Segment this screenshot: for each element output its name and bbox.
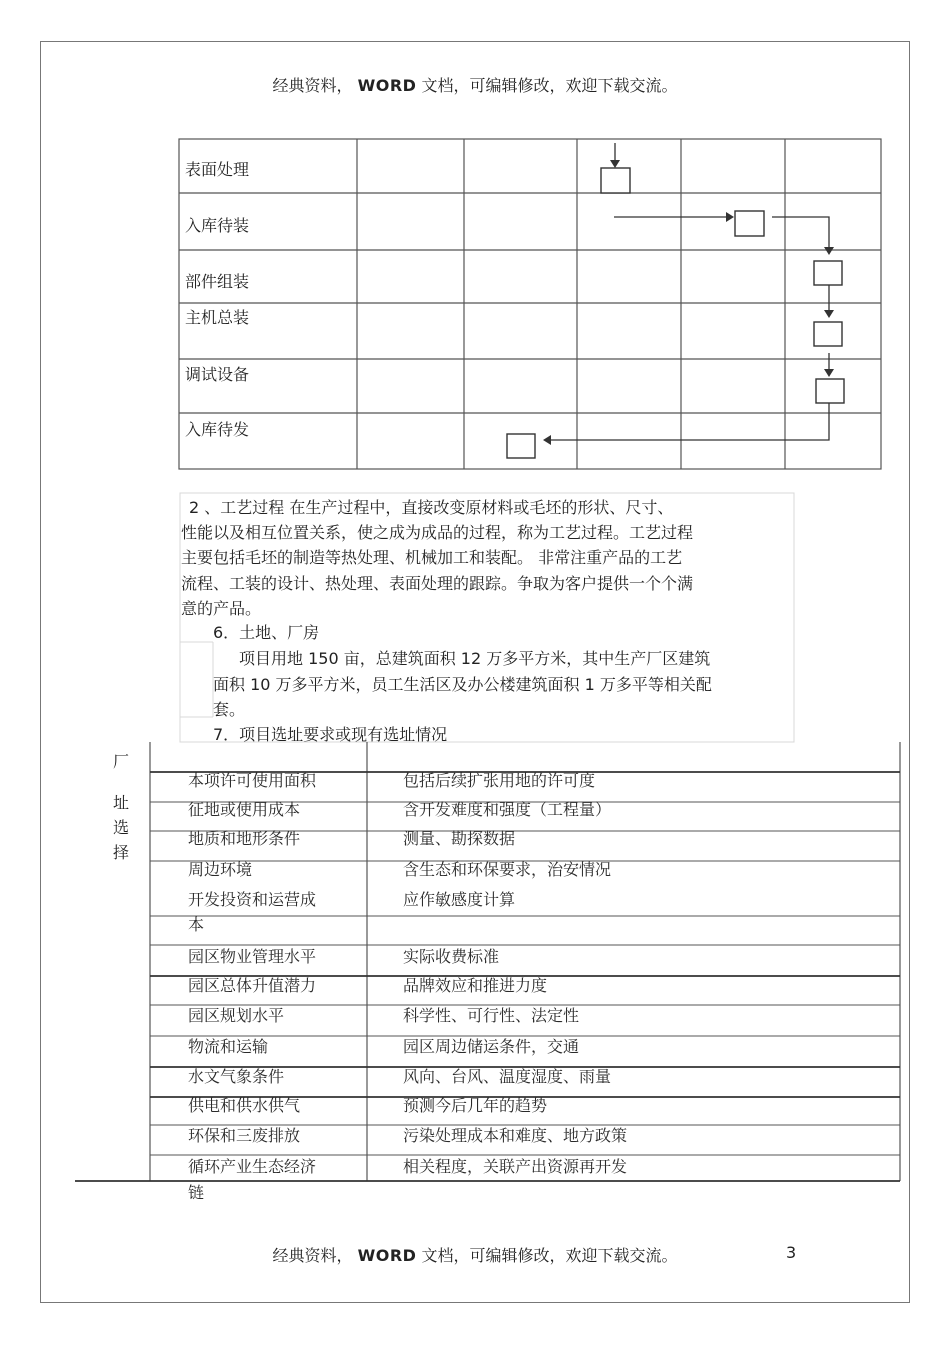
footer-text-tail: 文档，可编辑修改，欢迎下载交流。	[421, 1246, 678, 1265]
site-note: 含生态和环保要求，治安情况	[403, 860, 612, 879]
flow-table-border	[179, 139, 881, 469]
site-side-label: 厂	[113, 752, 130, 771]
arrowhead-left	[543, 435, 551, 445]
header-text-tail: 文档，可编辑修改，欢迎下载交流。	[421, 76, 678, 95]
site-factor: 地质和地形条件	[188, 829, 301, 848]
process-box-5	[816, 379, 844, 403]
section-2-line: 主要包括毛坯的制造等热处理、机械加工和装配。 非常注重产品的工艺	[181, 548, 683, 567]
arrowhead-down	[610, 160, 620, 168]
site-factor: 水文气象条件	[188, 1067, 285, 1086]
process-box-2	[735, 211, 764, 236]
site-note: 含开发难度和强度（工程量）	[403, 800, 612, 819]
section-2-line: 意的产品。	[181, 599, 262, 618]
process-box-1	[601, 168, 630, 193]
site-note: 污染处理成本和难度、地方政策	[403, 1126, 628, 1145]
flow-row-label: 入库待发	[185, 420, 250, 439]
site-note: 品牌效应和推进力度	[403, 976, 548, 995]
site-factor: 环保和三废排放	[188, 1126, 301, 1145]
arrowhead-down	[824, 310, 834, 318]
site-note: 风向、台风、温度湿度、雨量	[403, 1067, 612, 1086]
site-note: 园区周边储运条件，交通	[403, 1037, 580, 1056]
site-note: 包括后续扩张用地的许可度	[403, 771, 596, 790]
section-2-line: 流程、工装的设计、热处理、表面处理的跟踪。争取为客户提供一个个满	[181, 574, 694, 593]
site-factor: 周边环境	[188, 860, 253, 879]
process-box-6	[507, 434, 535, 458]
site-factor-wrap: 链	[188, 1183, 205, 1202]
site-note: 测量、勘探数据	[403, 829, 516, 848]
page-number: 3	[786, 1243, 797, 1262]
section-6-line: 套。	[213, 700, 246, 719]
section-6-line: 项目用地 150 亩，总建筑面积 12 万多平方米，其中生产厂区建筑	[239, 649, 711, 668]
site-factor: 循环产业生态经济	[188, 1157, 317, 1176]
site-factor: 园区物业管理水平	[188, 947, 317, 966]
section-6-line: 面积 10 万多平方米，员工生活区及办公楼建筑面积 1 万多平等相关配	[213, 675, 712, 694]
process-box-3	[814, 261, 842, 285]
arrowhead-down	[824, 369, 834, 377]
site-note: 科学性、可行性、法定性	[403, 1006, 580, 1025]
site-side-label: 址	[113, 793, 130, 812]
page-footer	[0, 1243, 950, 1266]
footer-text: 经典资料，	[272, 1246, 353, 1265]
site-factor: 征地或使用成本	[188, 800, 301, 819]
flow-row-label: 调试设备	[185, 365, 250, 384]
site-factor: 本项许可使用面积	[188, 771, 317, 790]
flow-row-label: 入库待装	[185, 216, 250, 235]
site-note: 相关程度，关联产出资源再开发	[403, 1157, 628, 1176]
site-factor-wrap: 本	[188, 915, 205, 934]
process-box-4	[814, 322, 842, 346]
section-7-heading: 7．项目选址要求或现有选址情况	[213, 725, 448, 744]
site-factor: 物流和运输	[188, 1037, 269, 1056]
section-2-line: 性能以及相互位置关系，使之成为成品的过程，称为工艺过程。工艺过程	[181, 523, 694, 542]
site-factor: 供电和供水供气	[188, 1096, 301, 1115]
header-bold-text: WORD	[357, 76, 417, 95]
site-side-label: 择	[113, 843, 130, 862]
site-note: 应作敏感度计算	[403, 890, 516, 909]
header-text: 经典资料，	[272, 76, 353, 95]
flow-row-label: 主机总装	[185, 308, 250, 327]
site-side-label: 选	[113, 818, 130, 837]
site-factor: 园区规划水平	[188, 1006, 285, 1025]
site-note: 预测今后几年的趋势	[403, 1096, 548, 1115]
site-factor: 开发投资和运营成	[188, 890, 317, 909]
arrowhead-down	[824, 247, 834, 255]
flow-row-label: 表面处理	[185, 160, 250, 179]
footer-bold-text: WORD	[357, 1246, 417, 1265]
flow-row-label: 部件组装	[185, 272, 250, 291]
site-note: 实际收费标准	[403, 947, 500, 966]
section-6-heading: 6．土地、厂房	[213, 623, 320, 642]
arrowhead-right	[726, 212, 734, 222]
site-factor: 园区总体升值潜力	[188, 976, 317, 995]
section-2-line: 2 、工艺过程 在生产过程中，直接改变原材料或毛坯的形状、尺寸、	[189, 498, 674, 517]
